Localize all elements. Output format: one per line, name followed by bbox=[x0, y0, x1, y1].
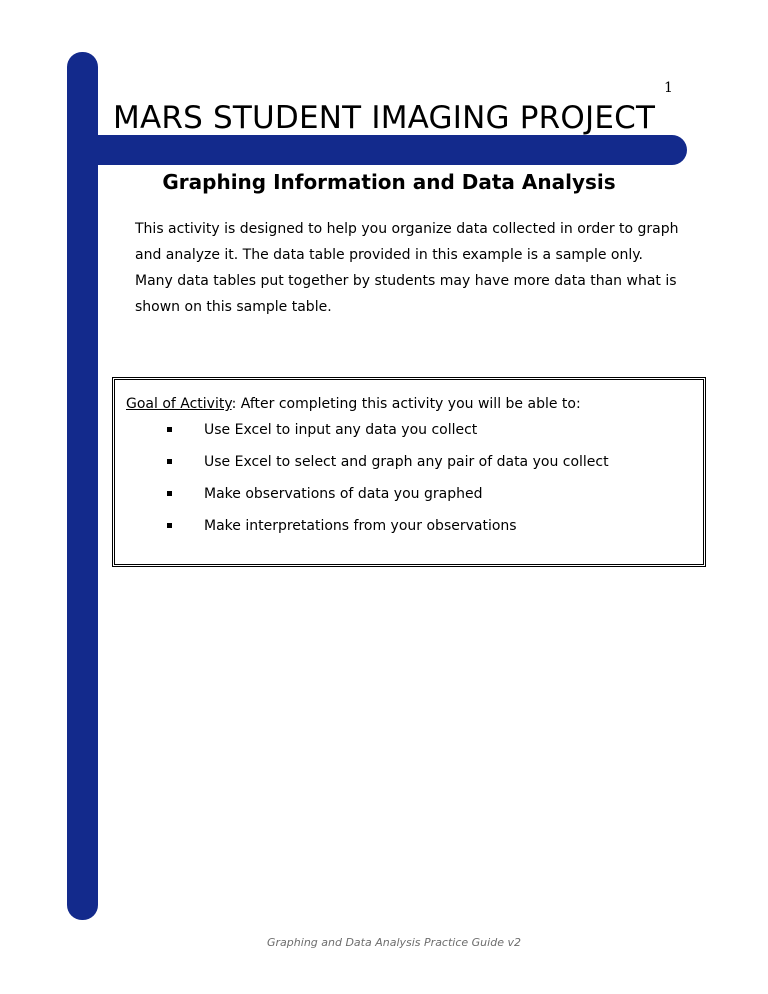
bullet-icon bbox=[167, 459, 172, 464]
goal-box bbox=[112, 377, 706, 567]
goal-text: : After completing this activity you will be able to: bbox=[231, 396, 581, 412]
page-title: MARS STUDENT IMAGING PROJECT bbox=[113, 100, 656, 136]
section-heading: Graphing Information and Data Analysis bbox=[162, 170, 616, 194]
goal-item-text: Use Excel to select and graph any pair of data you collect bbox=[204, 454, 609, 470]
bullet-icon bbox=[167, 523, 172, 528]
goal-item bbox=[167, 484, 609, 516]
page-number: 1 bbox=[664, 80, 673, 96]
page-footer: Graphing and Data Analysis Practice Guide v2 bbox=[267, 936, 521, 949]
header-accent-bar bbox=[67, 135, 687, 165]
goal-intro bbox=[126, 396, 581, 412]
goal-list bbox=[167, 420, 609, 548]
goal-item-text: Use Excel to input any data you collect bbox=[204, 422, 478, 438]
intro-paragraph: This activity is designed to help you organize data collected in order to graph and analyze it. The data table provided in this example is a sample only. Many data tables put together by students may have more data than what is shown on this sample table. bbox=[135, 221, 679, 315]
goal-label: Goal of Activity bbox=[126, 396, 232, 412]
goal-item bbox=[167, 452, 609, 484]
bullet-icon bbox=[167, 427, 172, 432]
goal-item bbox=[167, 516, 609, 548]
goal-item-text: Make observations of data you graphed bbox=[204, 486, 483, 502]
goal-item-text: Make interpretations from your observations bbox=[204, 518, 517, 534]
bullet-icon bbox=[167, 491, 172, 496]
goal-item bbox=[167, 420, 609, 452]
